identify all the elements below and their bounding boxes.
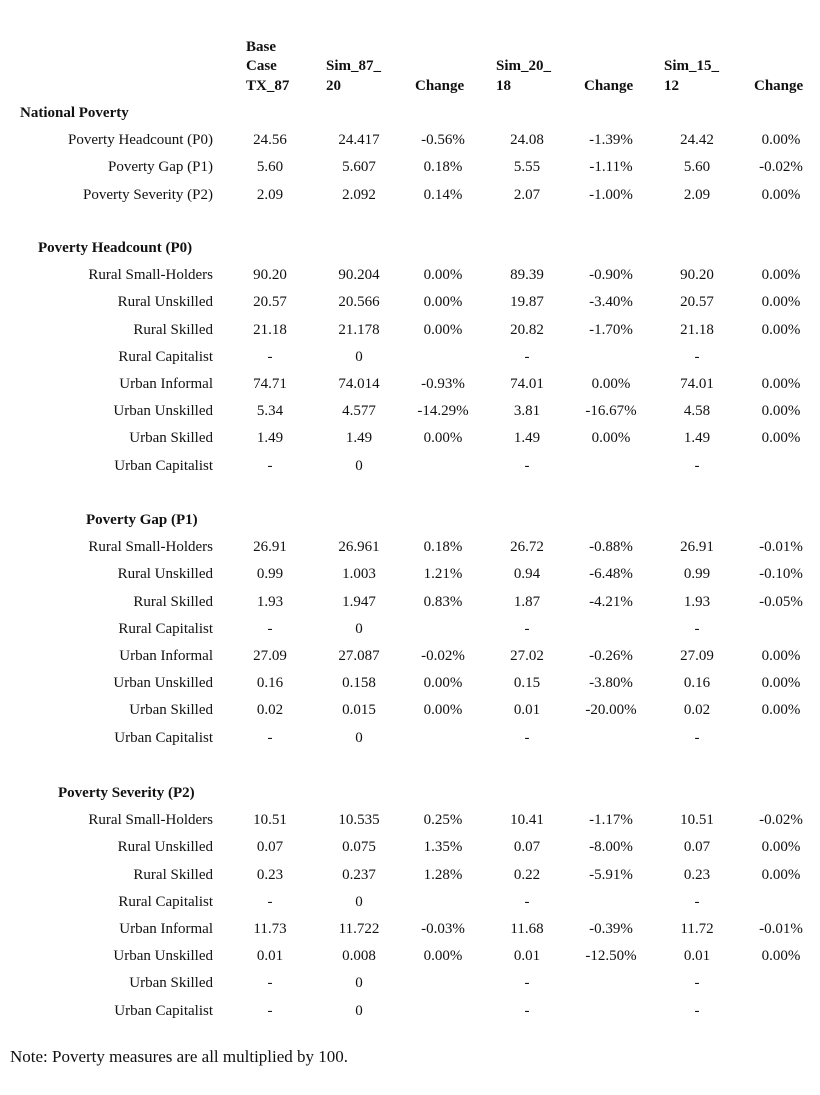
table-cell: 0.18% bbox=[423, 539, 463, 556]
table-cell: 10.51 bbox=[680, 812, 714, 829]
table-cell: 1.21% bbox=[423, 566, 463, 583]
table-cell: 0.07 bbox=[683, 839, 711, 856]
table-cell: -0.88% bbox=[589, 539, 633, 556]
row-label: Poverty Gap (P1) bbox=[108, 159, 213, 176]
row-label: Rural Unskilled bbox=[117, 294, 213, 311]
table-cell: -0.56% bbox=[421, 132, 465, 149]
table-cell: 1.003 bbox=[342, 566, 376, 583]
section-title: Poverty Headcount (P0) bbox=[38, 240, 193, 256]
table-cell: 1.28% bbox=[423, 866, 463, 883]
table-cell: 11.72 bbox=[680, 921, 714, 937]
section-title: National Poverty bbox=[20, 105, 129, 121]
table-cell: 5.60 bbox=[683, 159, 711, 176]
table-cell: 1.947 bbox=[342, 593, 376, 610]
table-cell: 0.00% bbox=[761, 839, 801, 856]
table-cell: 24.56 bbox=[253, 132, 287, 149]
table-cell: 0.00% bbox=[761, 267, 801, 284]
table-cell: 27.02 bbox=[510, 648, 544, 664]
section-title: Poverty Gap (P1) bbox=[86, 512, 198, 528]
table-cell: 11.68 bbox=[510, 921, 544, 937]
table-cell: 10.535 bbox=[338, 812, 380, 829]
table-cell: 2.07 bbox=[513, 186, 541, 203]
table-cell: 0 bbox=[355, 1002, 363, 1019]
table-cell: - bbox=[694, 729, 700, 746]
table-cell: 3.81 bbox=[513, 403, 541, 420]
table-cell: -0.01% bbox=[759, 921, 803, 937]
table-cell: 0.00% bbox=[761, 294, 801, 311]
table-cell: 20.57 bbox=[680, 294, 714, 311]
table-cell: 89.39 bbox=[510, 267, 544, 284]
row-label: Urban Informal bbox=[119, 648, 213, 664]
column-header: 20 bbox=[326, 77, 341, 94]
table-cell: 0.16 bbox=[683, 675, 711, 692]
table-cell: 24.08 bbox=[510, 132, 544, 149]
table-cell: 0.02 bbox=[683, 702, 711, 719]
table-cell: -0.02% bbox=[421, 648, 465, 664]
table-cell: 10.51 bbox=[253, 812, 287, 829]
row-label: Urban Skilled bbox=[129, 975, 213, 992]
table-cell: 90.204 bbox=[338, 267, 380, 284]
table-cell: 4.577 bbox=[342, 403, 376, 420]
table-cell: 5.55 bbox=[513, 159, 541, 176]
table-cell: 5.34 bbox=[256, 403, 284, 420]
table-cell: -8.00% bbox=[589, 839, 633, 856]
table-cell: -1.39% bbox=[589, 132, 633, 149]
table-cell: -0.01% bbox=[759, 539, 803, 556]
table-cell: -0.10% bbox=[759, 566, 803, 583]
table-cell: 0.99 bbox=[256, 566, 284, 583]
table-cell: 74.01 bbox=[510, 376, 544, 392]
table-cell: 0.00% bbox=[423, 321, 463, 338]
table-cell: - bbox=[524, 457, 530, 474]
column-header: Change bbox=[415, 77, 465, 94]
table-cell: 0 bbox=[355, 975, 363, 992]
table-cell: 0.99 bbox=[683, 566, 711, 583]
table-cell: -1.70% bbox=[589, 321, 633, 338]
table-cell: 0 bbox=[355, 729, 363, 746]
table-cell: 1.49 bbox=[513, 430, 541, 447]
table-cell: 1.93 bbox=[256, 593, 284, 610]
row-label: Rural Capitalist bbox=[118, 893, 213, 910]
row-label: Rural Skilled bbox=[133, 866, 213, 883]
table-cell: 0.01 bbox=[513, 948, 541, 965]
table-cell: 74.71 bbox=[253, 376, 287, 392]
table-cell: 20.566 bbox=[338, 294, 380, 311]
table-cell: - bbox=[694, 620, 700, 637]
table-cell: 0.00% bbox=[761, 403, 801, 420]
table-cell: -0.02% bbox=[759, 812, 803, 829]
table-cell: 0.158 bbox=[342, 675, 376, 692]
table-cell: - bbox=[267, 729, 273, 746]
table-cell: - bbox=[524, 348, 530, 365]
table-cell: 11.73 bbox=[253, 921, 287, 937]
table-cell: 5.60 bbox=[256, 159, 284, 176]
row-label: Poverty Headcount (P0) bbox=[68, 132, 213, 149]
table-cell: 0.015 bbox=[342, 702, 376, 719]
table-cell: 2.09 bbox=[683, 186, 711, 203]
table-cell: - bbox=[267, 975, 273, 992]
table-cell: 26.961 bbox=[338, 539, 380, 556]
column-header: TX_87 bbox=[246, 77, 290, 94]
column-header: Sim_87_ bbox=[326, 58, 382, 74]
table-cell: 27.087 bbox=[338, 648, 380, 664]
table-cell: - bbox=[694, 975, 700, 992]
table-cell: 0.00% bbox=[761, 948, 801, 965]
table-cell: 0.00% bbox=[761, 702, 801, 719]
table-cell: 26.72 bbox=[510, 539, 544, 556]
row-label: Rural Small-Holders bbox=[88, 539, 213, 556]
table-cell: 21.178 bbox=[338, 321, 380, 338]
row-label: Urban Unskilled bbox=[113, 675, 213, 692]
table-cell: 20.57 bbox=[253, 294, 287, 311]
table-cell: - bbox=[524, 893, 530, 910]
table-cell: 0.01 bbox=[256, 948, 284, 965]
table-cell: - bbox=[267, 348, 273, 365]
column-header: Sim_20_ bbox=[496, 58, 552, 74]
row-label: Rural Small-Holders bbox=[88, 812, 213, 829]
row-label: Rural Capitalist bbox=[118, 620, 213, 637]
row-label: Urban Capitalist bbox=[114, 1002, 213, 1019]
row-label: Urban Capitalist bbox=[114, 729, 213, 746]
table-cell: 1.49 bbox=[345, 430, 373, 447]
table-cell: -0.39% bbox=[589, 921, 633, 937]
table-cell: 0.23 bbox=[683, 866, 711, 883]
table-cell: 0.00% bbox=[761, 675, 801, 692]
table-cell: -1.11% bbox=[589, 159, 633, 176]
row-label: Urban Informal bbox=[119, 376, 213, 392]
table-cell: 2.092 bbox=[342, 186, 376, 203]
table-cell: 0.23 bbox=[256, 866, 284, 883]
row-label: Urban Unskilled bbox=[113, 948, 213, 965]
row-label: Rural Unskilled bbox=[117, 566, 213, 583]
table-cell: 0.25% bbox=[423, 812, 463, 829]
table-cell: 1.49 bbox=[256, 430, 284, 447]
row-label: Urban Informal bbox=[119, 921, 213, 937]
table-cell: -1.00% bbox=[589, 186, 633, 203]
column-header: 18 bbox=[496, 77, 511, 94]
table-cell: 1.49 bbox=[683, 430, 711, 447]
row-label: Rural Skilled bbox=[133, 321, 213, 338]
table-cell: 0.00% bbox=[423, 430, 463, 447]
table-cell: - bbox=[694, 348, 700, 365]
table-cell: 0.83% bbox=[423, 593, 463, 610]
table-cell: 21.18 bbox=[253, 321, 287, 338]
section-title: Poverty Severity (P2) bbox=[58, 785, 195, 801]
table-cell: 90.20 bbox=[680, 267, 714, 284]
table-cell: - bbox=[694, 1002, 700, 1019]
table-cell: 0.18% bbox=[423, 159, 463, 176]
column-header: Sim_15_ bbox=[664, 58, 720, 74]
row-label: Poverty Severity (P2) bbox=[83, 186, 213, 203]
table-cell: 0.00% bbox=[423, 267, 463, 284]
table-cell: 0.00% bbox=[761, 866, 801, 883]
table-cell: - bbox=[524, 1002, 530, 1019]
row-label: Rural Small-Holders bbox=[88, 267, 213, 284]
table-cell: -14.29% bbox=[417, 403, 469, 420]
column-header: Change bbox=[754, 77, 804, 94]
column-header: Change bbox=[584, 77, 634, 94]
row-label: Urban Skilled bbox=[129, 430, 213, 447]
table-cell: -1.17% bbox=[589, 812, 633, 829]
table-cell: -0.05% bbox=[759, 593, 803, 610]
row-label: Rural Unskilled bbox=[117, 839, 213, 856]
table-cell: 0.00% bbox=[761, 321, 801, 338]
table-cell: 26.91 bbox=[253, 539, 287, 556]
table-cell: 20.82 bbox=[510, 321, 544, 338]
table-cell: 0.00% bbox=[423, 294, 463, 311]
table-note: Note: Poverty measures are all multiplied by 100. bbox=[10, 1047, 349, 1066]
table-cell: -3.40% bbox=[589, 294, 633, 311]
table-cell: 1.93 bbox=[683, 593, 711, 610]
table-cell: -20.00% bbox=[585, 702, 637, 719]
table-cell: 0.94 bbox=[513, 566, 541, 583]
table-cell: 0.237 bbox=[342, 866, 376, 883]
table-cell: 24.42 bbox=[680, 132, 714, 149]
table-cell: -5.91% bbox=[589, 866, 633, 883]
table-cell: 0 bbox=[355, 457, 363, 474]
table-cell: 0.07 bbox=[256, 839, 284, 856]
table-cell: 0.01 bbox=[513, 702, 541, 719]
table-cell: - bbox=[267, 457, 273, 474]
table-cell: 24.417 bbox=[338, 132, 380, 149]
table-cell: 0.01 bbox=[683, 948, 711, 965]
table-cell: 0 bbox=[355, 348, 363, 365]
table-cell: 0.15 bbox=[513, 675, 541, 692]
table-cell: 0.02 bbox=[256, 702, 284, 719]
table-cell: 0.16 bbox=[256, 675, 284, 692]
table-cell: 4.58 bbox=[683, 403, 711, 420]
table-cell: 5.607 bbox=[342, 159, 376, 176]
table-cell: 19.87 bbox=[510, 294, 544, 311]
column-header: Case bbox=[246, 58, 277, 74]
table-cell: 0 bbox=[355, 893, 363, 910]
table-cell: - bbox=[267, 620, 273, 637]
table-cell: 0.14% bbox=[423, 186, 463, 203]
table-cell: 26.91 bbox=[680, 539, 714, 556]
table-cell: 0.22 bbox=[513, 866, 541, 883]
row-label: Rural Capitalist bbox=[118, 348, 213, 365]
table-cell: 90.20 bbox=[253, 267, 287, 284]
table-cell: -0.03% bbox=[421, 921, 465, 937]
table-cell: 0.00% bbox=[423, 675, 463, 692]
row-label: Rural Skilled bbox=[133, 593, 213, 610]
table-cell: -0.26% bbox=[589, 648, 633, 664]
table-cell: - bbox=[694, 457, 700, 474]
table-cell: 0.00% bbox=[423, 948, 463, 965]
table-cell: 0.00% bbox=[761, 376, 801, 392]
table-cell: 0.00% bbox=[761, 186, 801, 203]
table-cell: -3.80% bbox=[589, 675, 633, 692]
table-cell: -4.21% bbox=[589, 593, 633, 610]
table-cell: 21.18 bbox=[680, 321, 714, 338]
column-header: 12 bbox=[664, 77, 679, 94]
table-cell: 0.00% bbox=[761, 132, 801, 149]
table-cell: - bbox=[267, 893, 273, 910]
table-cell: -16.67% bbox=[585, 403, 637, 420]
table-cell: 1.87 bbox=[513, 593, 541, 610]
table-cell: 11.722 bbox=[338, 921, 380, 937]
table-cell: 0.00% bbox=[761, 430, 801, 447]
table-cell: 0.075 bbox=[342, 839, 376, 856]
table-cell: 0.008 bbox=[342, 948, 376, 965]
table-cell: - bbox=[524, 975, 530, 992]
row-label: Urban Unskilled bbox=[113, 403, 213, 420]
table-cell: -0.02% bbox=[759, 159, 803, 176]
table-cell: - bbox=[524, 729, 530, 746]
table-cell: - bbox=[267, 1002, 273, 1019]
table-cell: 0.00% bbox=[591, 430, 631, 447]
row-label: Urban Skilled bbox=[129, 702, 213, 719]
table-cell: 0.00% bbox=[423, 702, 463, 719]
table-cell: 0.07 bbox=[513, 839, 541, 856]
table-cell: -6.48% bbox=[589, 566, 633, 583]
table-cell: 0 bbox=[355, 620, 363, 637]
table-cell: 27.09 bbox=[680, 648, 714, 664]
table-cell: - bbox=[694, 893, 700, 910]
table-cell: -0.90% bbox=[589, 267, 633, 284]
column-header: Base bbox=[246, 38, 276, 55]
table-cell: 74.01 bbox=[680, 376, 714, 392]
table-cell: 1.35% bbox=[423, 839, 463, 856]
table-cell: 74.014 bbox=[338, 376, 380, 392]
table-cell: 10.41 bbox=[510, 812, 544, 829]
row-label: Urban Capitalist bbox=[114, 457, 213, 474]
table-cell: -12.50% bbox=[585, 948, 637, 965]
table-cell: 27.09 bbox=[253, 648, 287, 664]
table-cell: -0.93% bbox=[421, 376, 465, 392]
table-cell: 2.09 bbox=[256, 186, 284, 203]
table-cell: 0.00% bbox=[761, 648, 801, 664]
table-cell: 0.00% bbox=[591, 376, 631, 392]
table-cell: - bbox=[524, 620, 530, 637]
